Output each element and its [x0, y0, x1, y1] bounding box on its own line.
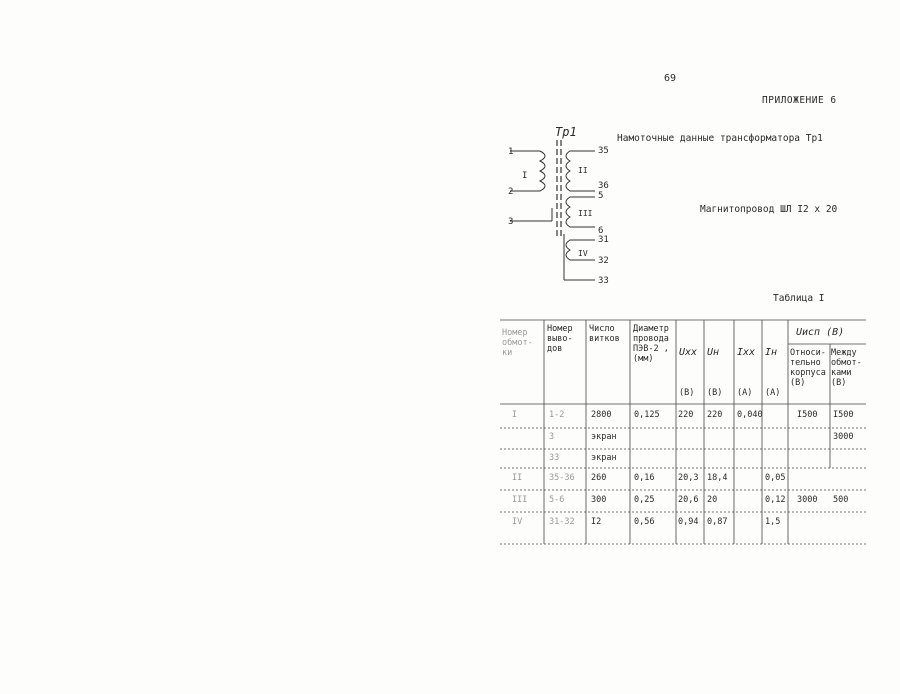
- appendix-heading: ПРИЛОЖЕНИЕ 6: [762, 95, 837, 106]
- pin-31: 31: [598, 235, 609, 245]
- cell-terminals-row-3: 33: [549, 453, 560, 463]
- cell-in-row-6: 1,5: [765, 517, 781, 527]
- cell-uxx-row-6: 0,94: [678, 517, 699, 527]
- pin-32: 32: [598, 256, 609, 266]
- cell-ixx-row-1: 0,040: [737, 410, 763, 420]
- document-title: Намоточные данные трансформатора Тр1: [617, 133, 823, 144]
- header-winding: Номер обмот- ки: [502, 328, 533, 358]
- unit-un: (В): [707, 388, 723, 398]
- header-un: Uн: [707, 347, 720, 358]
- cell-between-row-2: 3000: [833, 432, 854, 442]
- pin-5: 5: [598, 191, 604, 201]
- cell-terminals-row-4: 35-36: [549, 473, 575, 483]
- pin-3: 3: [508, 217, 514, 227]
- cell-uxx-row-5: 20,6: [678, 495, 699, 505]
- cell-turns-row-4: 260: [591, 473, 607, 483]
- cell-turns-row-1: 2800: [591, 410, 612, 420]
- header-turns: Число витков: [589, 324, 620, 344]
- table-caption: Таблица I: [773, 293, 825, 304]
- header-ixx: Iхх: [737, 347, 756, 358]
- cell-in-row-5: 0,12: [765, 495, 786, 505]
- cell-diameter-row-4: 0,16: [634, 473, 655, 483]
- header-diameter: Диаметр провода ПЭВ-2 , (мм): [633, 324, 669, 364]
- winding-III-label: III: [578, 209, 593, 218]
- cell-terminals-row-6: 31-32: [549, 517, 575, 527]
- cell-terminals-row-2: 3: [549, 432, 555, 442]
- pin-2: 2: [508, 187, 514, 197]
- cell-uxx-row-1: 220: [678, 410, 694, 420]
- cell-terminals-row-5: 5-6: [549, 495, 565, 505]
- cell-un-row-5: 20: [707, 495, 718, 505]
- cell-turns-row-6: I2: [591, 517, 602, 527]
- unit-uxx: (В): [679, 388, 695, 398]
- pin-33: 33: [598, 276, 609, 286]
- cell-diameter-row-1: 0,125: [634, 410, 660, 420]
- cell-un-row-4: 18,4: [707, 473, 728, 483]
- transformer-schematic: [500, 118, 620, 298]
- cell-diameter-row-5: 0,25: [634, 495, 655, 505]
- pin-36: 36: [598, 181, 609, 191]
- cell-uxx-row-4: 20,3: [678, 473, 699, 483]
- header-uxx: Uхх: [679, 347, 698, 358]
- cell-winding-row-5: III: [512, 495, 528, 505]
- winding-I-label: I: [522, 171, 528, 181]
- cell-between-row-1: I500: [833, 410, 854, 420]
- header-terminals: Номер выво- дов: [547, 324, 573, 354]
- cell-turns-row-5: 300: [591, 495, 607, 505]
- transformer-label: Тр1: [555, 125, 577, 139]
- unit-in: (А): [765, 388, 781, 398]
- cell-un-row-6: 0,87: [707, 517, 728, 527]
- pin-35: 35: [598, 146, 609, 156]
- pin-6: 6: [598, 226, 604, 236]
- header-rel-case: Относи- тельно корпуса (В): [790, 348, 826, 388]
- pin-1: 1: [508, 147, 514, 157]
- header-in: Iн: [765, 347, 778, 358]
- cell-winding-row-6: IV: [512, 517, 523, 527]
- header-between: Между обмот- ками (В): [831, 348, 862, 388]
- header-test-voltage: Uисп (В): [796, 327, 845, 338]
- winding-IV-label: IV: [578, 249, 588, 258]
- winding-I-coil: [510, 151, 545, 191]
- cell-rel-row-5: 3000: [797, 495, 818, 505]
- winding-II-label: II: [578, 166, 588, 175]
- winding-table: [500, 318, 866, 548]
- cell-between-row-5: 500: [833, 495, 849, 505]
- cell-un-row-1: 220: [707, 410, 723, 420]
- page-number: 69: [664, 73, 677, 84]
- cell-rel-row-1: I500: [797, 410, 818, 420]
- cell-turns-row-3: экран: [591, 453, 617, 463]
- cell-winding-row-4: II: [512, 473, 523, 483]
- unit-ixx: (А): [737, 388, 753, 398]
- cell-winding-row-1: I: [512, 410, 518, 420]
- cell-in-row-4: 0,05: [765, 473, 786, 483]
- cell-terminals-row-1: 1-2: [549, 410, 565, 420]
- cell-turns-row-2: экран: [591, 432, 617, 442]
- core-spec: Магнитопровод ШЛ I2 x 20: [700, 204, 838, 215]
- cell-diameter-row-6: 0,56: [634, 517, 655, 527]
